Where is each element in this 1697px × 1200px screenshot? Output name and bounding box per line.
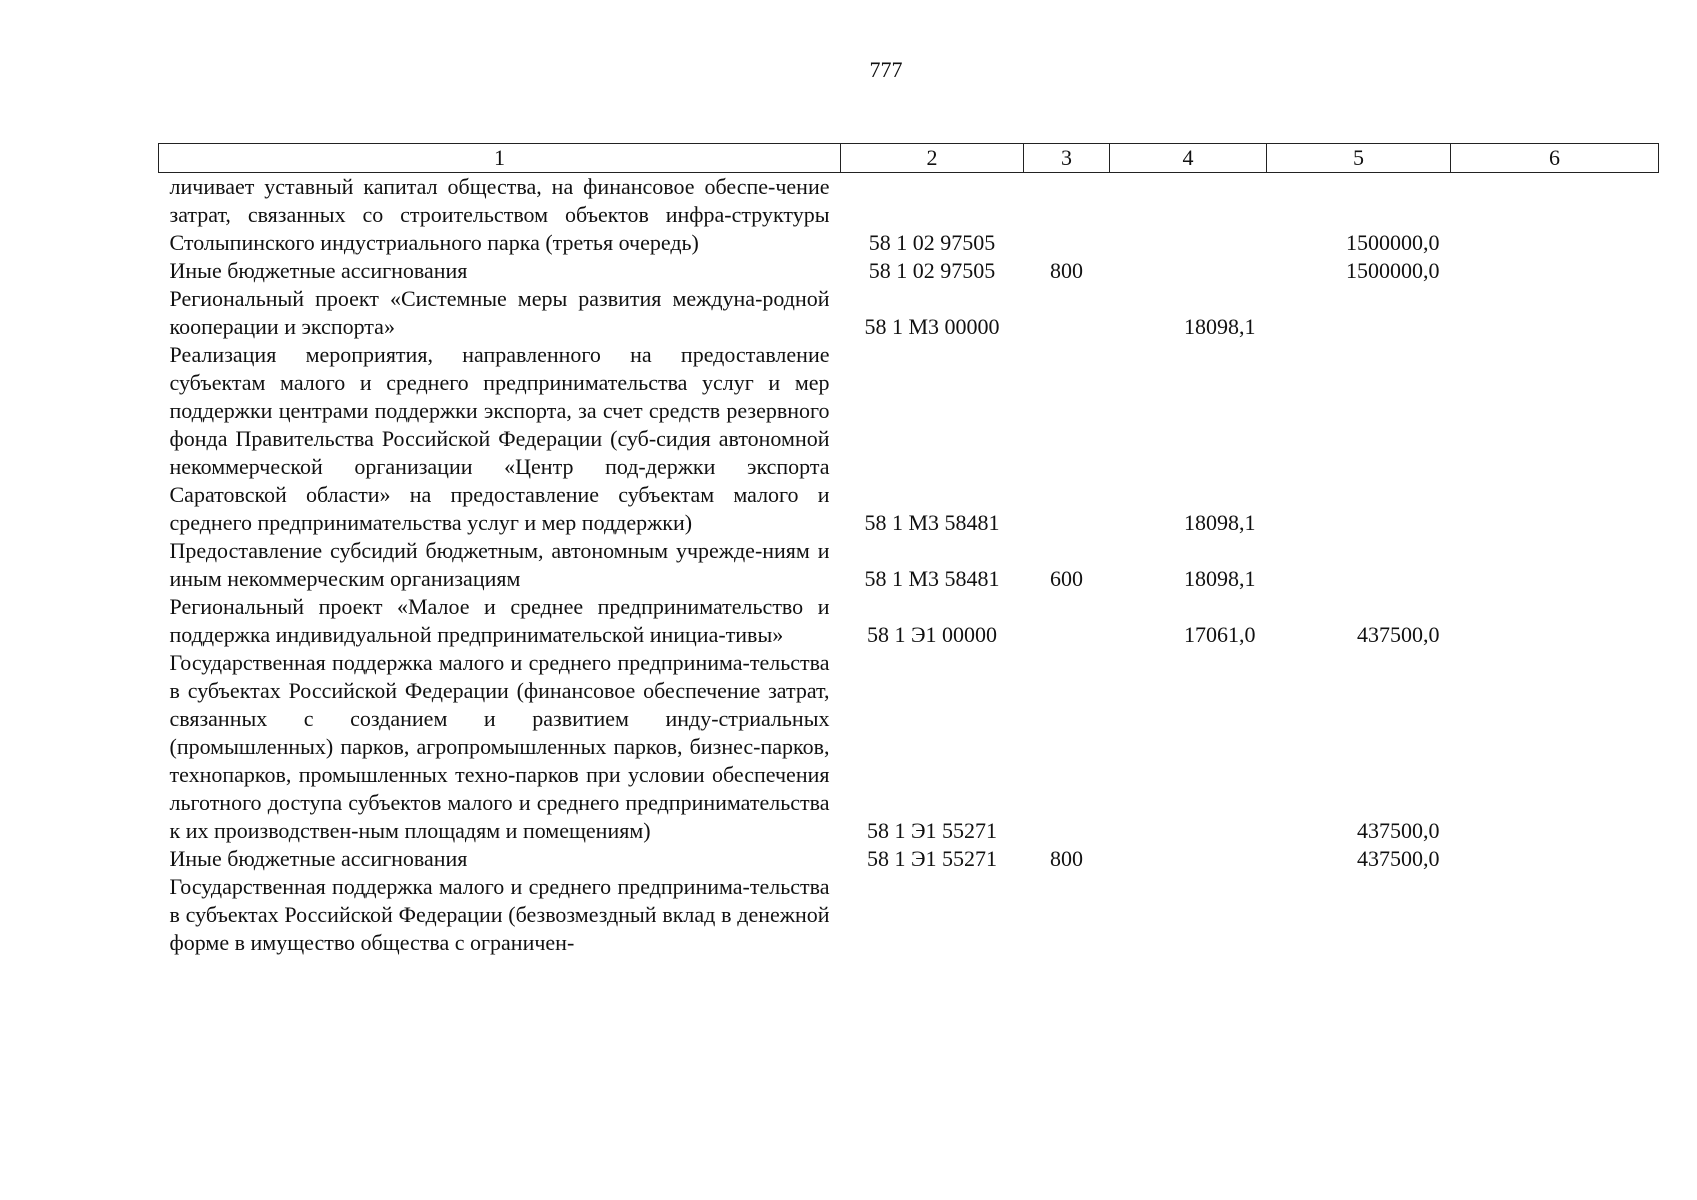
- row-description: личивает уставный капитал общества, на финансовое обеспе-чение затрат, связанных со строительством объектов инфра-структуры Столыпинского индустриального парка (третья очередь): [169, 174, 830, 255]
- row-description: Региональный проект «Малое и среднее предпринимательство и поддержка индивидуальной предпринимательской инициа-тивы»: [169, 594, 830, 647]
- amount-col4: [1110, 173, 1267, 258]
- expense-type: [1024, 285, 1110, 341]
- table-row: [159, 593, 1659, 649]
- amount-col5: [1267, 285, 1451, 341]
- table-row: [159, 873, 1659, 957]
- target-code: 58 1 Э1 55271: [866, 818, 998, 843]
- amount-col5: 1500000,0: [1346, 258, 1440, 283]
- expense-type: 600: [1050, 566, 1083, 591]
- amount-col6: [1451, 257, 1659, 285]
- expense-type: 800: [1050, 846, 1083, 871]
- table-row: [159, 257, 1659, 285]
- row-description: Региональный проект «Системные меры развития междуна-родной кооперации и экспорта»: [169, 286, 830, 339]
- table-row: [159, 173, 1659, 258]
- expense-type: [1024, 173, 1110, 258]
- expense-type: [1024, 873, 1110, 957]
- amount-col4: [1110, 257, 1267, 285]
- row-description: Предоставление субсидий бюджетным, автономным учрежде-ниям и иным некоммерческим организациям: [169, 538, 830, 591]
- amount-col5: 437500,0: [1357, 622, 1440, 647]
- amount-col5: 1500000,0: [1346, 230, 1440, 255]
- amount-col6: [1451, 173, 1659, 258]
- table-row: [159, 845, 1659, 873]
- amount-col5: 437500,0: [1357, 818, 1440, 843]
- amount-col4: 17061,0: [1184, 622, 1256, 647]
- amount-col5: [1267, 537, 1451, 593]
- column-header-2: 2: [841, 144, 1024, 173]
- row-description: Государственная поддержка малого и среднего предпринима-тельства в субъектах Российской Федерации (безвозмездный вклад в денежной форме в имущество общества с ограничен-: [169, 874, 830, 955]
- amount-col4: 18098,1: [1184, 566, 1256, 591]
- amount-col5: [1267, 341, 1451, 537]
- expense-type: 800: [1050, 258, 1083, 283]
- target-code: 58 1 02 97505: [868, 258, 996, 283]
- expense-type: [1024, 593, 1110, 649]
- amount-col6: [1451, 873, 1659, 957]
- amount-col6: [1451, 845, 1659, 873]
- amount-col4: [1110, 873, 1267, 957]
- header-row: [159, 144, 1659, 173]
- column-header-1: 1: [159, 144, 841, 173]
- amount-col5: [1267, 873, 1451, 957]
- table-row: [159, 537, 1659, 593]
- target-code: 58 1 М3 58481: [864, 510, 1000, 535]
- table-row: [159, 649, 1659, 845]
- page-number: 777: [869, 57, 903, 82]
- column-header-5: 5: [1267, 144, 1451, 173]
- table-row: [159, 341, 1659, 537]
- row-description: Государственная поддержка малого и среднего предпринима-тельства в субъектах Российской Федерации (финансовое обеспечение затрат, связанных с созданием и развитием инду-стриальных (промышленных) парков, агропромышленных парков, бизнес-парков, технопарков, промышленных техно-парков при условии обеспечения льготного доступа субъектов малого и среднего предпринимательства к их производствен-ным площадям и помещениям): [169, 650, 830, 843]
- amount-col6: [1451, 537, 1659, 593]
- amount-col4: [1110, 649, 1267, 845]
- target-code: 58 1 М3 00000: [864, 314, 1000, 339]
- amount-col6: [1451, 341, 1659, 537]
- amount-col6: [1451, 593, 1659, 649]
- table-row: [159, 285, 1659, 341]
- column-header-6: 6: [1451, 144, 1659, 173]
- amount-col4: [1110, 845, 1267, 873]
- target-code: 58 1 02 97505: [868, 230, 996, 255]
- expense-type: [1024, 341, 1110, 537]
- amount-col4: 18098,1: [1184, 314, 1256, 339]
- budget-table: [158, 143, 1659, 957]
- amount-col6: [1451, 285, 1659, 341]
- column-header-4: 4: [1110, 144, 1267, 173]
- target-code: 58 1 Э1 00000: [866, 622, 998, 647]
- amount-col4: 18098,1: [1184, 510, 1256, 535]
- row-description: Реализация мероприятия, направленного на предоставление субъектам малого и среднего предпринимательства услуг и мер поддержки центрами поддержки экспорта, за счет средств резервного фонда Правительства Российской Федерации (суб-сидия автономной некоммерческой организации «Центр под-держки экспорта Саратовской области» на предоставление субъектам малого и среднего предпринимательства услуг и мер поддержки): [169, 342, 830, 535]
- target-code: [841, 873, 1024, 957]
- expense-type: [1024, 649, 1110, 845]
- row-description: Иные бюджетные ассигнования: [169, 258, 468, 283]
- target-code: 58 1 Э1 55271: [866, 846, 998, 871]
- target-code: 58 1 М3 58481: [864, 566, 1000, 591]
- amount-col5: 437500,0: [1357, 846, 1440, 871]
- row-description: Иные бюджетные ассигнования: [169, 846, 468, 871]
- column-header-3: 3: [1024, 144, 1110, 173]
- amount-col6: [1451, 649, 1659, 845]
